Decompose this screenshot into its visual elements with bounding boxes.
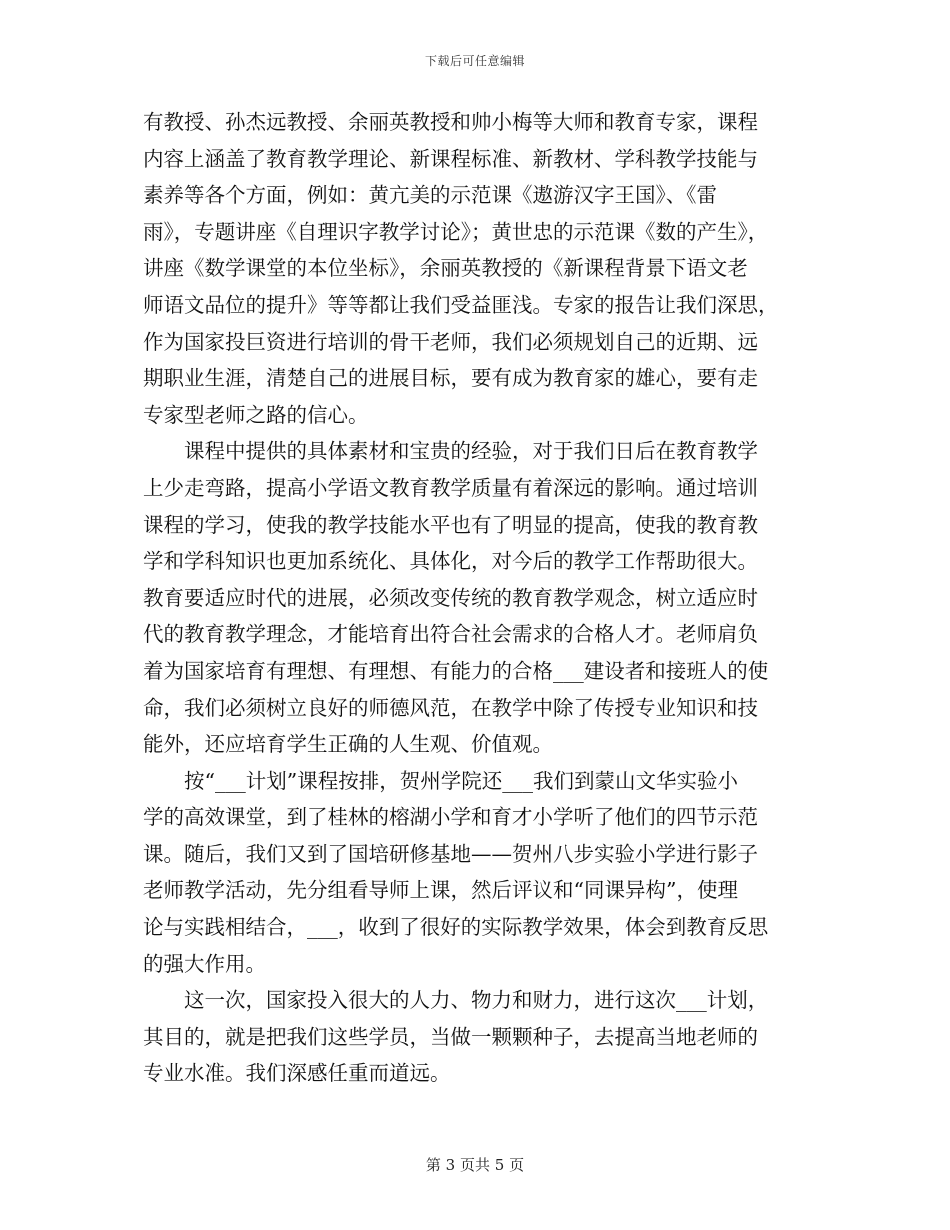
text-line: 学的高效课堂，到了桂林的榕湖小学和育才小学听了他们的四节示范 — [143, 805, 758, 830]
text-line: 论与实践相结合，___，收到了很好的实际教学效果，体会到教育反思 — [143, 915, 769, 940]
text-line: 教育要适应时代的进展，必须改变传统的教育教学观念，树立适应时 — [143, 585, 758, 610]
text-line: 课程中提供的具体素材和宝贵的经验，对于我们日后在教育教学 — [143, 439, 758, 464]
page-header: 下载后可任意编辑 — [424, 54, 525, 68]
text-line: 作为国家投巨资进行培训的骨干老师，我们必须规划自己的近期、远 — [143, 329, 758, 354]
text-line: 按“___计划”课程按排，贺州学院还___我们到蒙山文华实验小 — [143, 768, 738, 793]
text-line: 雨》，专题讲座《自理识字教学讨论》；黄世忠的示范课《数的产生》， — [143, 219, 769, 244]
text-line: 有教授、孙杰远教授、余丽英教授和帅小梅等大师和教育专家，课程 — [143, 110, 758, 134]
text-line: 专家型老师之路的信心。 — [143, 402, 369, 427]
text-line: 专业水准。我们深感任重而道远。 — [143, 1061, 451, 1086]
text-line: 代的教育教学理念，才能培育出符合社会需求的合格人才。老师肩负 — [143, 622, 758, 647]
text-line: 素养等各个方面，例如：黄亢美的示范课《遨游汉字王国》、《雷 — [143, 183, 717, 208]
text-line: 课。随后，我们又到了国培研修基地——贺州八步实验小学进行影子 — [143, 841, 758, 866]
text-line: 师语文品位的提升》等等都让我们受益匪浅。专家的报告让我们深思， — [143, 292, 779, 317]
text-line: 命，我们必须树立良好的师德风范，在教学中除了传授专业知识和技 — [143, 695, 758, 720]
text-line: 其目的，就是把我们这些学员，当做一颗颗种子，去提高当地老师的 — [143, 1024, 758, 1049]
text-line: 期职业生涯，清楚自己的进展目标，要有成为教育家的雄心，要有走 — [143, 366, 758, 391]
text-line: 上少走弯路，提高小学语文教育教学质量有着深远的影响。通过培训 — [143, 475, 758, 500]
text-line: 讲座《数学课堂的本位坐标》，余丽英教授的《新课程背景下语文老 — [143, 256, 748, 281]
text-line: 能外，还应培育学生正确的人生观、价值观。 — [143, 732, 553, 757]
body-text — [143, 104, 807, 1092]
text-line: 着为国家培育有理想、有理想、有能力的合格___建设者和接班人的使 — [143, 658, 769, 683]
text-line: 老师教学活动，先分组看导师上课，然后评议和“同课异构”，使理 — [143, 878, 738, 903]
text-line: 的强大作用。 — [143, 951, 266, 976]
page-footer: 第 3 页共 5 页 — [425, 1156, 525, 1174]
text-line: 课程的学习，使我的教学技能水平也有了明显的提高，使我的教育教 — [143, 512, 758, 537]
text-line: 学和学科知识也更加系统化、具体化，对今后的教学工作帮助很大。 — [143, 549, 758, 574]
text-line: 内容上涵盖了教育教学理论、新课程标准、新教材、学科教学技能与 — [143, 146, 758, 171]
text-line: 这一次，国家投入很大的人力、物力和财力，进行这次___计划， — [143, 988, 769, 1013]
